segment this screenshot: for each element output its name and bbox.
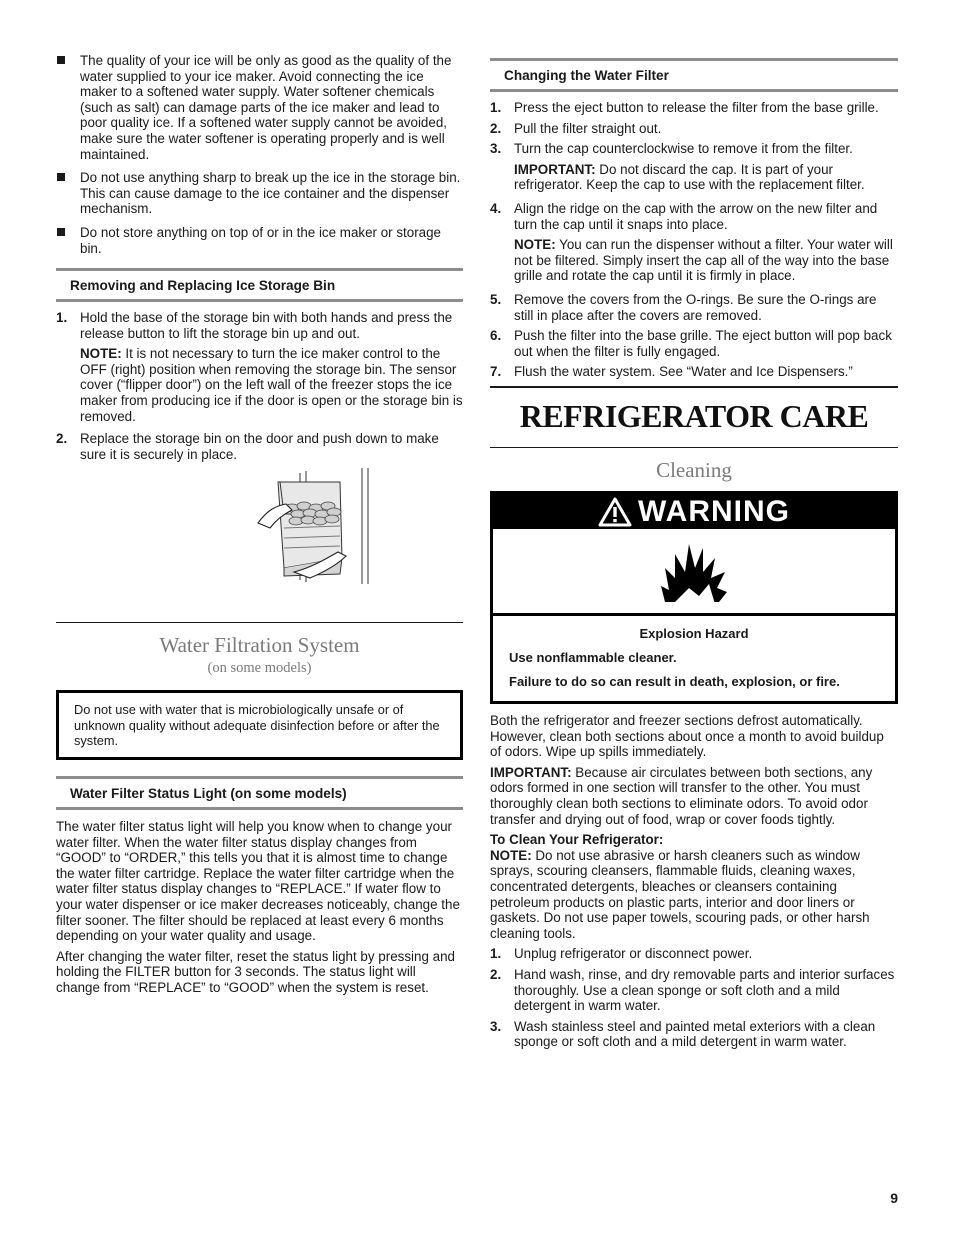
list-item: 1. Hold the base of the storage bin with both hands and press the release button to lift the storage bin up and out. NOTE: It is not necessary to turn the ice maker control to the OFF (right) position when removing the storage bin. The sensor cover (“flipper door”) on the left wall of the freezer stops the ice maker from producing ice if the door is open or the storage bin is removed. <box>56 310 463 424</box>
list-item: 5. Remove the covers from the O-rings. Be sure the O-rings are still in place after the covers are removed. <box>490 291 877 323</box>
list-item: 2. Hand wash, rinse, and dry removable parts and interior surfaces thoroughly. Use a clean sponge or soft cloth and a mild detergent in warm water. <box>490 966 895 1014</box>
bullet-square <box>57 173 65 181</box>
list-item: 1. Unplug refrigerator or disconnect power. <box>490 946 753 962</box>
paragraph: NOTE: Do not use abrasive or harsh cleaners such as window sprays, scouring cleansers, flammable fluids, cleaning waxes, concentrated detergents, bleaches or cleansers containing petroleum products on plastic parts, interior and door liners or gaskets. Do not use paper towels, scouring pads, or other harsh cleaning tools. <box>490 847 870 941</box>
section-subtitle: (on some models) <box>207 660 312 676</box>
explosion-icon <box>659 538 729 604</box>
list-item: 6. Push the filter into the base grille. The eject button will pop back out when the filter is fully engaged. <box>490 328 892 359</box>
list-item: 4. Align the ridge on the cap with the arrow on the new filter and turn the cap until it snaps into place. NOTE: You can run the dispenser without a filter. Your water will not be filtered. Simply insert the cap all of the way into the base grille and rotate the cap until it is firmly in place. <box>490 201 898 284</box>
list-item: 3. Wash stainless steel and painted metal exteriors with a clean sponge or soft cloth and a mild detergent in warm water. <box>490 1018 876 1050</box>
divider <box>490 447 898 448</box>
explosion-symbol-panel <box>493 529 895 616</box>
ice-bin-steps <box>56 310 463 462</box>
list-item: Do not use anything sharp to break up the ice in the storage bin. This can cause damage to the ice container and the dispenser mechanism. <box>56 170 463 217</box>
section-heading-change-filter: Changing the Water Filter <box>490 58 898 92</box>
section-title-cleaning: Cleaning <box>656 458 732 482</box>
warning-text: Explosion Hazard Use nonflammable cleaner. Failure to do so can result in death, explosion, or fire. <box>509 626 840 689</box>
list-item: 1. Press the eject button to release the filter from the base grille. <box>490 100 879 115</box>
warning-box <box>490 491 898 704</box>
bullet-square <box>57 56 65 64</box>
list-item: 2. Pull the filter straight out. <box>490 120 662 136</box>
ice-bin-illustration <box>200 468 380 588</box>
paragraph: IMPORTANT: Because air circulates between both sections, any odors formed in one section will transfer to the other. You must thoroughly clean both sections to eliminate odors. To avoid odor transfer and drying out of food, wrap or cover foods tightly. <box>490 764 873 827</box>
list-item: The quality of your ice will be only as good as the quality of the water supplied to your ice maker. Avoid connecting the ice maker to a softened water supply. Water softener chemicals (such as salt) can damage parts of the ice maker and lead to poor quality ice. If a softened water supply cannot be avoided, make sure the water softener is operating properly and is well maintained. <box>56 53 463 162</box>
note: NOTE: You can run the dispenser without a filter. Your water will not be filtered. Simply insert the cap all of the way into the base grille and rotate the cap until it is firmly in place. <box>514 237 893 284</box>
list-item: 2. Replace the storage bin on the door and push down to make sure it is securely in place. <box>56 431 439 462</box>
paragraph: The water filter status light will help you know when to change your water filter. When the water filter status display changes from “GOOD” to “ORDER,” this tells you that it is almost time to change the water filter cartridge. Replace the water filter cartridge when the water filter status display changes to “REPLACE.” If water flow to your water dispenser or ice maker decreases noticeably, change the filter sooner. The filter should be replaced at least every 6 months depending on your water quality and usage. <box>56 819 460 944</box>
alert-triangle-icon <box>598 497 632 527</box>
divider <box>56 622 463 623</box>
paragraph: Both the refrigerator and freezer sections defrost automatically. However, clean both sections about once a month to avoid buildup of odors. Wipe up spills immediately. <box>490 713 884 760</box>
change-filter-steps <box>490 100 898 380</box>
list-item: 7. Flush the water system. See “Water and Ice Dispensers.” <box>490 364 853 380</box>
section-heading-status-light: Water Filter Status Light (on some models) <box>56 776 463 810</box>
cleaning-text <box>490 713 898 1050</box>
filtration-warning-box: Do not use with water that is microbiologically unsafe or of unknown quality without adequate disinfection before or after the system. <box>56 690 463 760</box>
bullet-square <box>57 228 65 236</box>
ice-maker-bullets <box>56 53 463 264</box>
subheading: To Clean Your Refrigerator: <box>490 832 664 848</box>
paragraph: After changing the water filter, reset the status light by pressing and holding the FILTER button for 3 seconds. The status light will change from “REPLACE” to “GOOD” when the system is reset. <box>56 948 455 995</box>
note: IMPORTANT: Do not discard the cap. It is part of your refrigerator. Keep the cap to use with the replacement filter. <box>514 161 865 193</box>
divider <box>490 386 898 388</box>
list-item: Do not store anything on top of or in the ice maker or storage bin. <box>56 225 463 256</box>
status-light-text <box>56 819 463 996</box>
section-heading-ice-bin: Removing and Replacing Ice Storage Bin <box>56 268 463 302</box>
note: NOTE: It is not necessary to turn the ice maker control to the OFF (right) position when removing the storage bin. The sensor cover (“flipper door”) on the left wall of the freezer stops the ice maker from producing ice if the door is open or the storage bin is removed. <box>80 346 463 424</box>
list-item: 3. Turn the cap counterclockwise to remove it from the filter. IMPORTANT: Do not discard the cap. It is part of your refrigerator. Keep the cap to use with the replacement filter. <box>490 141 898 193</box>
section-title-water-filtration: Water Filtration System <box>159 633 360 657</box>
warning-banner: WARNING <box>493 494 895 529</box>
page-number: 9 <box>890 1190 898 1206</box>
page-title: REFRIGERATOR CARE <box>519 398 869 434</box>
